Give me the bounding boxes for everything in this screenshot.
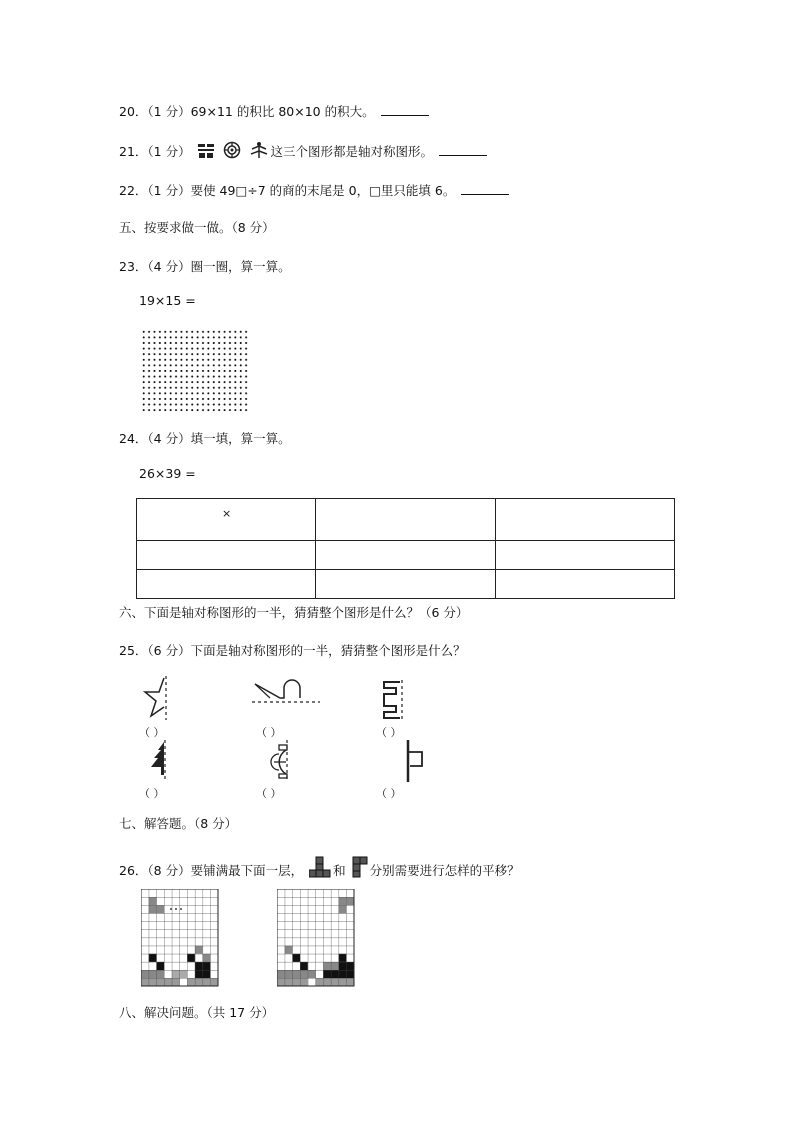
question-23-equation: 19×15 = (139, 293, 196, 308)
question-26-mid: 和 (333, 863, 346, 878)
half-star-figure (142, 676, 176, 720)
tetris-grid-left (141, 889, 219, 987)
section-6-heading: 六、下面是轴对称图形的一半，猜猜整个图形是什么？（6 分） (119, 605, 469, 620)
flower-icon (223, 141, 241, 159)
table-cell[interactable] (316, 499, 495, 541)
double-happiness-icon (197, 143, 215, 159)
answer-blank[interactable] (381, 105, 429, 116)
half-pattern-figure (380, 680, 406, 720)
table-cell[interactable] (495, 570, 674, 599)
multiply-mark: × (222, 507, 232, 520)
answer-paren[interactable]: （ ） (256, 726, 282, 739)
question-22-text: 22．（1 分）要使 49□÷7 的商的末尾是 0，□里只能填 6。 (119, 183, 456, 198)
question-23: 23．（4 分）圈一圈，算一算。 (119, 259, 291, 274)
table-cell[interactable] (137, 570, 316, 599)
answer-paren[interactable]: （ ） (139, 726, 165, 739)
table-cell[interactable] (495, 499, 674, 541)
section-5-heading: 五、按要求做一做。（8 分） (119, 220, 275, 235)
tetromino-t-icon (309, 856, 331, 878)
answer-paren[interactable]: （ ） (376, 787, 402, 800)
multiplication-table (136, 498, 675, 599)
tetromino-l-icon (352, 856, 368, 878)
answer-blank[interactable] (439, 145, 487, 156)
question-21 (119, 141, 487, 160)
tetris-grid-right (277, 889, 355, 987)
question-20 (119, 102, 429, 120)
section-7-heading: 七、解答题。（8 分） (119, 816, 238, 831)
answer-paren[interactable]: （ ） (139, 787, 165, 800)
answer-paren[interactable]: （ ） (376, 726, 402, 739)
answer-blank[interactable] (461, 184, 509, 195)
plant-icon (249, 141, 269, 159)
half-boat-figure (250, 678, 322, 708)
question-26-prefix: 26．（8 分）要铺满最下面一层， (119, 863, 304, 878)
table-cell[interactable] (316, 541, 495, 570)
question-22 (119, 181, 509, 199)
question-20-text: 20．（1 分）69×11 的积比 80×10 的积大。 (119, 104, 375, 119)
table-cell[interactable] (137, 541, 316, 570)
half-window-figure (400, 740, 428, 782)
question-25: 25．（6 分）下面是轴对称图形的一半，猜猜整个图形是什么？ (119, 643, 466, 658)
dot-array (141, 329, 248, 413)
section-8-heading: 八、解决问题。（共 17 分） (119, 1005, 275, 1020)
table-cell[interactable] (495, 541, 674, 570)
question-26-suffix: 分别需要进行怎样的平移？ (369, 863, 520, 878)
question-24: 24．（4 分）填一填，算一算。 (119, 431, 291, 446)
table-cell[interactable] (316, 570, 495, 599)
answer-paren[interactable]: （ ） (256, 787, 282, 800)
question-21-prefix: 21．（1 分） (119, 144, 191, 159)
question-24-equation: 26×39 = (139, 466, 196, 481)
question-26 (119, 856, 520, 879)
half-tree-figure (148, 740, 172, 780)
half-lantern-figure (262, 740, 292, 782)
question-21-suffix: 这三个图形都是轴对称图形。 (270, 144, 434, 159)
